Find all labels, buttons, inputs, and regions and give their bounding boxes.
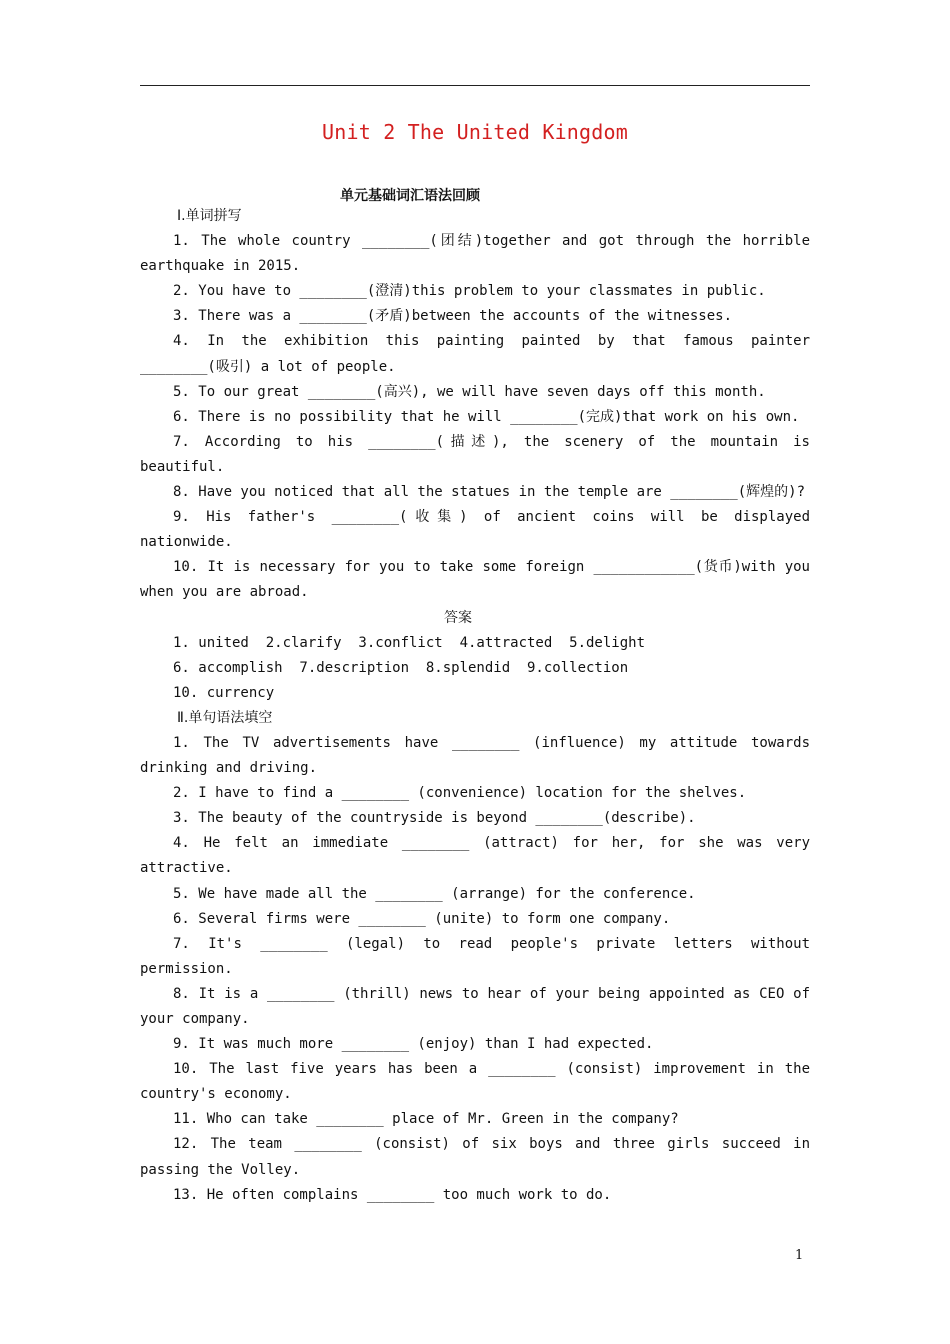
text-line: 1. united 2.clarify 3.conflict 4.attracted 5.delight: [173, 634, 646, 651]
text-line: 13. He often complains ________ too much work to do.: [173, 1186, 612, 1203]
text-line: 5. We have made all the ________ (arrange) for the conference.: [173, 885, 696, 902]
text-line: country's economy.: [140, 1086, 292, 1103]
text-line: 6. accomplish 7.description 8.splendid 9.collection: [173, 659, 629, 676]
text-line: 4. He felt an immediate ________ (attract) for her, for she was very: [173, 835, 810, 852]
text-line: permission.: [140, 960, 233, 977]
text-line: 11. Who can take ________ place of Mr. Green in the company?: [173, 1111, 679, 1128]
text-line: attractive.: [140, 860, 233, 877]
text-line: passing the Volley.: [140, 1161, 301, 1178]
text-line: 8. It is a ________ (thrill) news to hear of your being appointed as CEO of: [173, 985, 810, 1002]
text-line: nationwide.: [140, 534, 233, 551]
text-line: ________(吸引) a lot of people.: [140, 358, 396, 375]
page-title: Unit 2 The United Kingdom: [321, 120, 629, 144]
text-line: 1. The whole country ________(团结)together and got through the horrible: [173, 233, 810, 250]
text-line: 1. The TV advertisements have ________ (influence) my attitude towards: [173, 734, 810, 751]
text-line: 3. There was a ________(矛盾)between the accounts of the witnesses.: [173, 308, 733, 325]
exercise-content: [140, 204, 810, 1208]
text-line: 9. His father's ________(收集) of ancient coins will be displayed: [173, 509, 810, 526]
page-subtitle: 单元基础词汇语法回顾: [340, 188, 480, 204]
text-line: 6. Several firms were ________ (unite) to form one company.: [173, 910, 671, 927]
text-line: 8. Have you noticed that all the statues in the temple are ________(辉煌的)?: [173, 484, 806, 501]
text-line: Ⅰ.单词拼写: [177, 208, 242, 224]
page-number: 1: [795, 1248, 804, 1263]
text-line: 10. currency: [173, 684, 275, 701]
text-line: 7. It's ________ (legal) to read people's private letters without: [173, 935, 810, 952]
text-line: 2. I have to find a ________ (convenience) location for the shelves.: [173, 785, 747, 802]
text-line: your company.: [140, 1011, 250, 1027]
text-line: 9. It was much more ________ (enjoy) than I had expected.: [173, 1036, 654, 1053]
text-line: 4. In the exhibition this painting painted by that famous painter: [173, 333, 810, 350]
text-line: Ⅱ.单句语法填空: [177, 709, 273, 726]
text-line: 10. It is necessary for you to take some foreign ____________(货币)with you: [173, 559, 810, 576]
text-line: 6. There is no possibility that he will ________(完成)that work on his own.: [173, 408, 800, 425]
text-line: 7. According to his ________(描述), the scenery of the mountain is: [173, 433, 810, 450]
text-line: 5. To our great ________(高兴), we will have seven days off this month.: [173, 383, 766, 400]
text-line: 12. The team ________ (consist) of six boys and three girls succeed in: [173, 1136, 810, 1153]
text-line: 10. The last five years has been a ________ (consist) improvement in the: [173, 1061, 810, 1078]
text-line: earthquake in 2015.: [140, 258, 301, 275]
text-line: when you are abroad.: [140, 584, 309, 601]
text-line: drinking and driving.: [140, 760, 318, 777]
text-line: 3. The beauty of the countryside is beyond ________(describe).: [173, 810, 696, 827]
header-rule: [140, 85, 810, 86]
text-line: 答案: [444, 609, 472, 626]
text-line: 2. You have to ________(澄清)this problem to your classmates in public.: [173, 283, 766, 300]
text-line: beautiful.: [140, 458, 225, 475]
